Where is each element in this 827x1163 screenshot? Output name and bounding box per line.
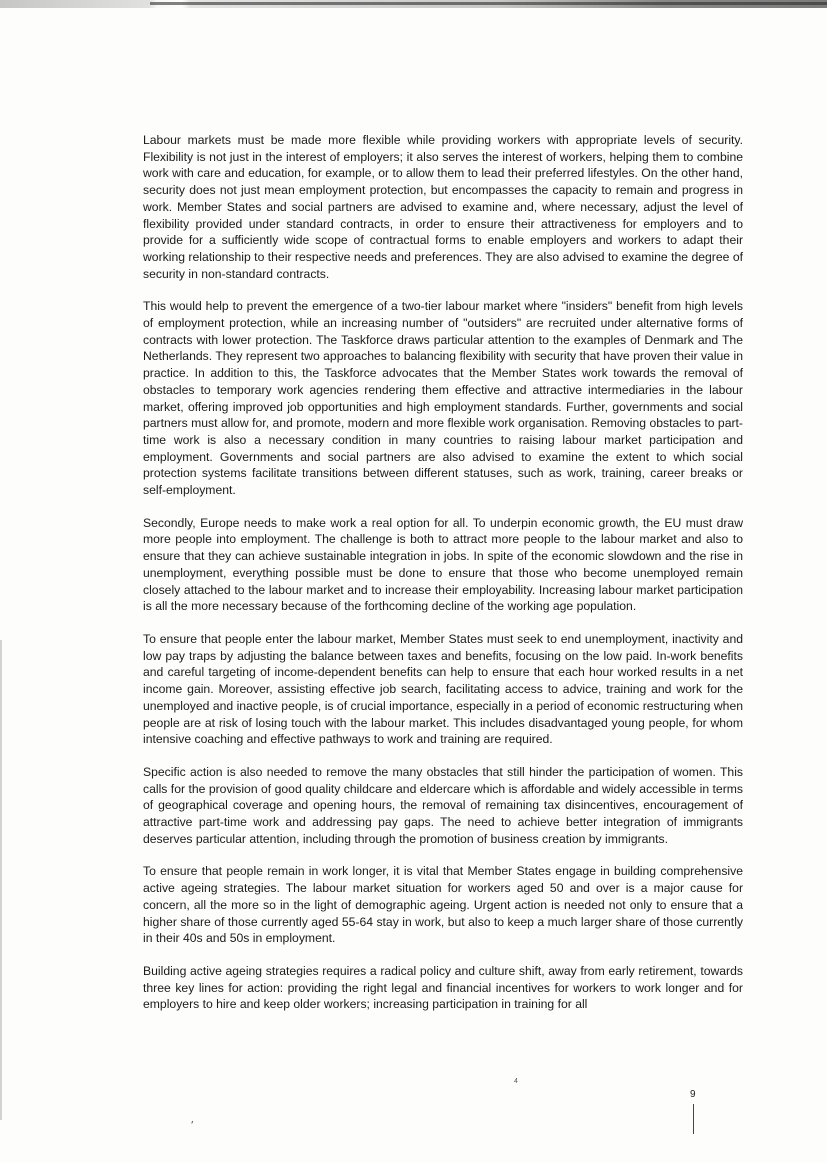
footnote-mark: 4 — [514, 1078, 518, 1085]
paragraph-4: To ensure that people enter the labour market, Member States must seek to end unemployment, inactivity and low pay traps by adjusting the balance between taxes and benefits, focusing on the low paid. In-work benefits and careful targeting of income-dependent benefits can help to ensure that each hour worked results in a net income gain. Moreover, assisting effective job search, facilitating access to advice, training and work for the unemployed and inactive people, is of crucial importance, especially in a period of economic restructuring when people are at risk of losing touch with the labour market. This includes disadvantaged young people, for whom intensive coaching and effective pathways to work and training are required. — [143, 631, 743, 747]
paragraph-1: Labour markets must be made more flexible while providing workers with appropriate levels of security. Flexibility is not just in the interest of employers; it also serves the interest of workers, helping them to combine work with care and education, for example, or to allow them to lead their preferred lifestyles. On the other hand, security does not just mean employment protection, but encompasses the capacity to remain and progress in work. Member States and social partners are advised to examine and, where necessary, adjust the level of flexibility provided under standard contracts, in order to ensure their attractiveness for employers and to provide for a sufficiently wide scope of contractual forms to enable employers and workers to adapt their working relationship to their respective needs and preferences. They are also advised to examine the degree of security in non-standard contracts. — [143, 133, 743, 281]
paragraph-3: Secondly, Europe needs to make work a real option for all. To underpin economic growth, the EU must draw more people into employment. The challenge is both to attract more people to the labour market and also to ensure that they can achieve sustainable integration in jobs. In spite of the economic slowdown and the rise in unemployment, everything possible must be done to ensure that those who become unemployed remain closely attached to the labour market and to increase their employability. Increasing labour market participation is all the more necessary because of the forthcoming decline of the working age population. — [143, 515, 743, 614]
scan-edge-line — [150, 2, 827, 5]
paragraph-7: Building active ageing strategies requires a radical policy and culture shift, away from early retirement, towards three key lines for action: providing the right legal and financial incentives for workers to work longer and for employers to hire and keep older workers; increasing participation in training for all — [143, 963, 743, 1012]
document-body — [143, 132, 743, 1029]
paragraph-6: To ensure that people remain in work longer, it is vital that Member States engage in building comprehensive active ageing strategies. The labour market situation for workers aged 50 and over is a major cause for concern, all the more so in the light of demographic ageing. Urgent action is needed not only to ensure that a higher share of those currently aged 55-64 stay in work, but also to keep a much larger share of those currently in their 40s and 50s in employment. — [143, 864, 743, 946]
paragraph-2: This would help to prevent the emergence of a two-tier labour market where "insiders" benefit from high levels of employment protection, while an increasing number of "outsiders" are recruited under alternative forms of contracts with lower protection. The Taskforce draws particular attention to the examples of Denmark and The Netherlands. They represent two approaches to balancing flexibility with security that have proven their value in practice. In addition to this, the Taskforce advocates that the Member States work towards the removal of obstacles to temporary work agencies rendering them effective and attractive intermediaries in the labour market, offering improved job opportunities and high employment standards. Further, governments and social partners must allow for, and promote, modern and more flexible work organisation. Removing obstacles to part-time work is also a necessary condition in many countries to raising labour market participation and employment. Governments and social partners are also advised to examine the extent to which social protection systems facilitate transitions between different statuses, such as work, training, career breaks or self-employment. — [143, 299, 743, 498]
page-number: 9 — [690, 1089, 696, 1100]
paragraph-5: Specific action is also needed to remove the many obstacles that still hinder the participation of women. This calls for the provision of good quality childcare and eldercare which is affordable and widely accessible in terms of geographical coverage and opening hours, the removal of remaining tax disincentives, encouragement of attractive part-time work and addressing pay gaps. The need to achieve better integration of immigrants deserves particular attention, including through the promotion of business creation by immigrants. — [143, 764, 743, 846]
page-number-rule — [693, 1104, 694, 1134]
scan-edge-left — [0, 640, 2, 1120]
stray-pen-mark: ʹ — [187, 1118, 195, 1132]
